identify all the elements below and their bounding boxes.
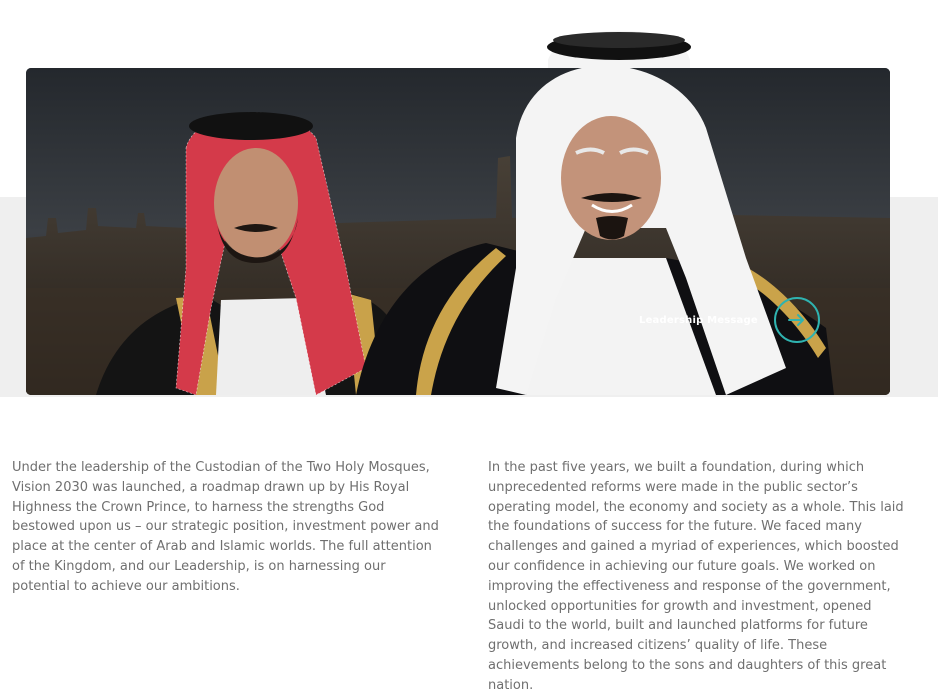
intro-paragraph-left: Under the leadership of the Custodian of the Two Holy Mosques, Vision 2030 was launched, a roadmap drawn up by His Royal Highness the Crown Prince, to harness the strengths God bestowed upon us – our strategic position, investment power and place at the center of Arab and Islamic worlds. The full attention of the Kingdom, and our Leadership, is on harnessing our potential to achieve our ambitions. xyxy=(12,460,439,594)
leaders-photo xyxy=(26,68,890,395)
hero-banner xyxy=(26,68,890,395)
leadership-message-link[interactable] xyxy=(639,297,820,343)
leadership-message-label[interactable]: Leadership Message xyxy=(639,314,758,326)
intro-paragraph-right: In the past five years, we built a foundation, during which unprecedented reforms were made in the public sector’s operating model, the economy and society as a whole. This laid the foundations of success for the future. We faced many challenges and gained a myriad of experiences, which boosted our confidence in achieving our future goals. We worked on improving the effectiveness and response of the government, unlocked opportunities for growth and investment, opened Saudi to the world, built and launched platforms for future growth, and increased citizens’ quality of life. These achievements belong to the sons and daughters of this great nation. xyxy=(488,460,904,693)
king-figure xyxy=(356,68,834,395)
arrow-right-icon xyxy=(788,313,806,327)
leadership-message-button[interactable] xyxy=(774,297,820,343)
